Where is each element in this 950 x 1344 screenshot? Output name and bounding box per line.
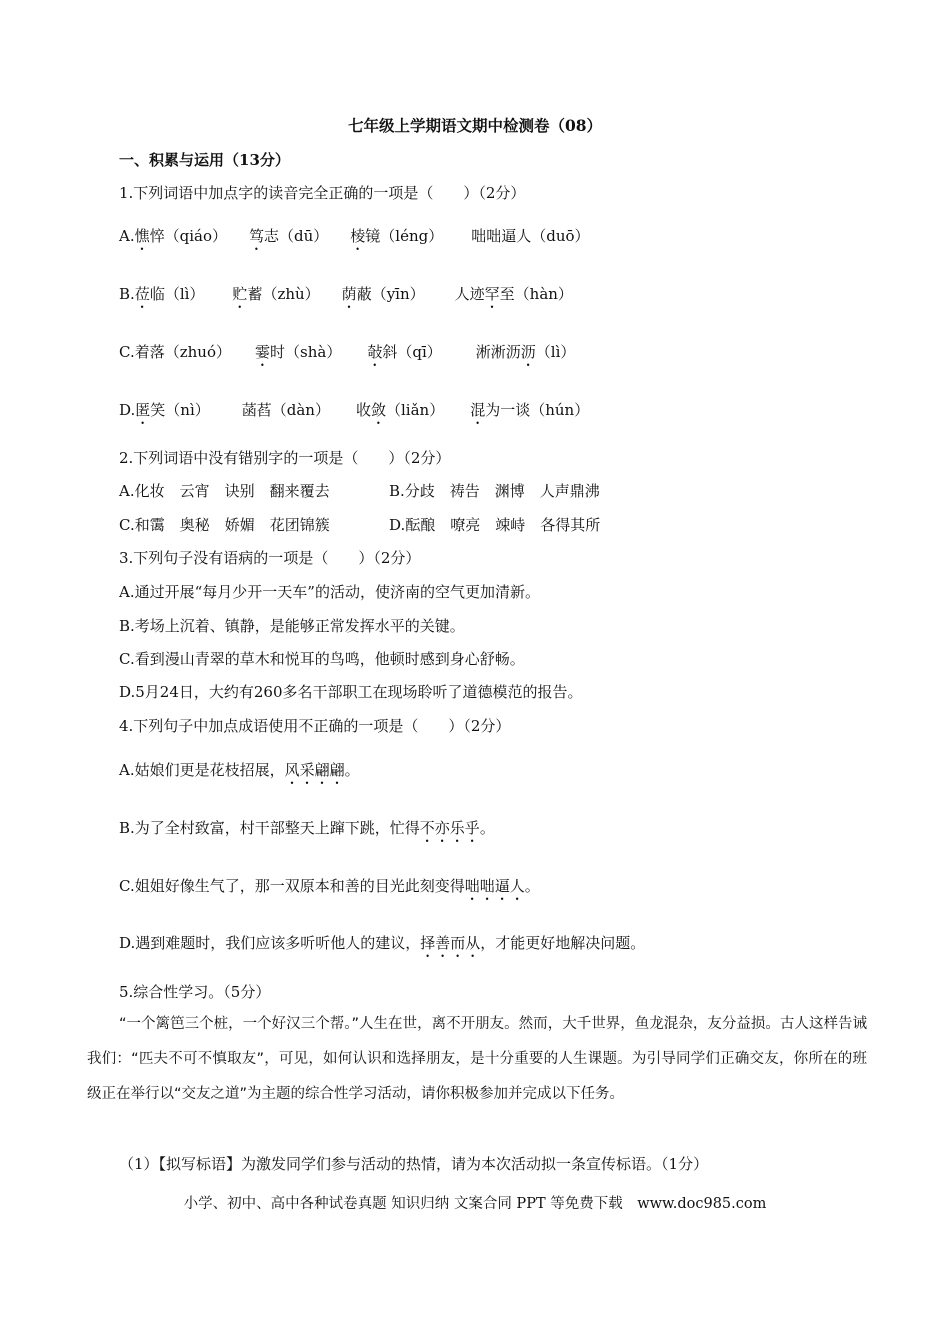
question-2-option-a: A.化妆 云宵 诀别 翻来覆去 [119, 482, 330, 500]
question-4-option-d: D.遇到难题时，我们应该多听听他人的建议，择善而从，才能更好地解决问题。 [119, 934, 646, 952]
question-1-stem: 1.下列词语中加点字的读音完全正确的一项是（ ）（2分） [119, 184, 526, 202]
question-3-option-b: B.考场上沉着、镇静，是能够正常发挥水平的关键。 [119, 617, 465, 635]
question-2-option-d: D.酝酿 嘹亮 竦峙 各得其所 [389, 516, 601, 534]
question-3-option-c: C.看到漫山青翠的草木和悦耳的鸟鸣，他顿时感到身心舒畅。 [119, 650, 525, 668]
question-2-option-b: B.分歧 祷告 渊博 人声鼎沸 [389, 482, 600, 500]
question-3-stem: 3.下列句子没有语病的一项是（ ）（2分） [119, 549, 421, 567]
question-4-option-b: B.为了全村致富，村干部整天上蹿下跳，忙得不亦乐乎。 [119, 819, 495, 837]
question-1-option-d: D.匿笑（nì） 菡萏（dàn） 收敛（liǎn） 混为一谈（hún） [119, 401, 590, 419]
question-5-stem: 5.综合性学习。（5分） [119, 983, 271, 1001]
page-footer: 小学、初中、高中各种试卷真题 知识归纳 文案合同 PPT 等免费下载 www.doc985.com [183, 1196, 767, 1212]
question-2-option-c: C.和霭 奥秘 娇媚 花团锦簇 [119, 516, 330, 534]
question-3-option-a: A.通过开展“每月少开一天车”的活动，使济南的空气更加清新。 [119, 583, 540, 601]
question-2-stem: 2.下列词语中没有错别字的一项是（ ）（2分） [119, 449, 451, 467]
question-4-stem: 4.下列句子中加点成语使用不正确的一项是（ ）（2分） [119, 717, 511, 735]
question-4-option-a: A.姑娘们更是花枝招展，风采翩翩。 [119, 761, 360, 779]
question-5-paragraph: “一个篱笆三个桩，一个好汉三个帮。”人生在世，离不开朋友。然而，大千世界，鱼龙混杂，友分益损。古人这样告诫我们：“匹夫不可不慎取友”，可见，如何认识和选择朋友，是十分重要的人生课题。为引导同学们正确交友，你所在的班级正在举行以“交友之道”为主题的综合性学习活动，请你积极参加并完成以下任务。 [87, 1016, 867, 1102]
question-3-option-d: D.5月24日，大约有260多名干部职工在现场聆听了道德模范的报告。 [119, 683, 583, 701]
question-5-task-1: （1）【拟写标语】为激发同学们参与活动的热情，请为本次活动拟一条宣传标语。（1分） [119, 1155, 709, 1173]
page-title: 七年级上学期语文期中检测卷（08） [347, 116, 603, 135]
question-1-option-a: A.憔悴（qiáo） 笃志（dū） 棱镜（léng） 咄咄逼人（duō） [119, 227, 590, 245]
question-1-option-c: C.着落（zhuó） 霎时（shà） 敧斜（qī） 淅淅沥沥（lì） [119, 343, 576, 361]
question-1-option-b: B.莅临（lì） 贮蓄（zhù） 荫蔽（yīn） 人迹罕至（hàn） [119, 285, 573, 303]
question-4-option-c: C.姐姐好像生气了，那一双原本和善的目光此刻变得咄咄逼人。 [119, 877, 540, 895]
section-heading: 一、积累与运用（13分） [119, 151, 290, 169]
